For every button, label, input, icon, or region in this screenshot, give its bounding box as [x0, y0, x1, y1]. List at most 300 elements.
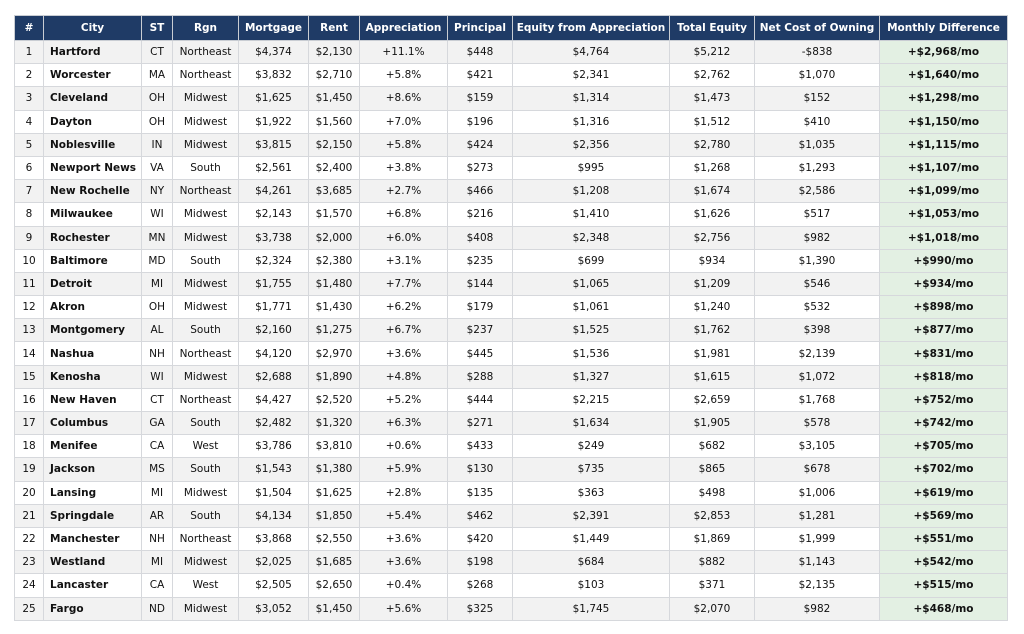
cell-state: MS: [142, 458, 173, 481]
cell-rent: $1,570: [309, 203, 360, 226]
cell-total-equity: $2,659: [670, 388, 755, 411]
cell-equity-from-appreciation: $1,316: [513, 110, 670, 133]
cell-total-equity: $1,626: [670, 203, 755, 226]
header-row: [15, 16, 1008, 41]
cell-mortgage: $4,134: [239, 504, 309, 527]
cell-equity-from-appreciation: $684: [513, 551, 670, 574]
cell-principal: $135: [448, 481, 513, 504]
cell-rent: $1,560: [309, 110, 360, 133]
cell-state: AL: [142, 319, 173, 342]
cell-state: NH: [142, 527, 173, 550]
cell-city: Jackson: [44, 458, 142, 481]
table-row: [15, 180, 1008, 203]
cell-mortgage: $3,868: [239, 527, 309, 550]
cell-net-cost-of-owning: $517: [755, 203, 880, 226]
cell-state: AR: [142, 504, 173, 527]
cell-rent: $1,685: [309, 551, 360, 574]
cell-state: CT: [142, 41, 173, 64]
cell-state: OH: [142, 110, 173, 133]
table-row: [15, 64, 1008, 87]
cell-monthly-difference: +$1,640/mo: [880, 64, 1008, 87]
cell-monthly-difference: +$468/mo: [880, 597, 1008, 620]
cell-appreciation: +7.7%: [360, 272, 448, 295]
cell-monthly-difference: +$619/mo: [880, 481, 1008, 504]
cell-net-cost-of-owning: $1,768: [755, 388, 880, 411]
cell-mortgage: $2,160: [239, 319, 309, 342]
cell-appreciation: +5.9%: [360, 458, 448, 481]
cell-monthly-difference: +$877/mo: [880, 319, 1008, 342]
table-row: [15, 319, 1008, 342]
cell-state: WI: [142, 365, 173, 388]
cell-net-cost-of-owning: $1,072: [755, 365, 880, 388]
cell-mortgage: $2,505: [239, 574, 309, 597]
cell-mortgage: $3,738: [239, 226, 309, 249]
cell-city: Springdale: [44, 504, 142, 527]
table-container: [14, 15, 1007, 621]
cell-equity-from-appreciation: $2,356: [513, 133, 670, 156]
cell-appreciation: +5.8%: [360, 133, 448, 156]
cell-net-cost-of-owning: $2,586: [755, 180, 880, 203]
cell-principal: $444: [448, 388, 513, 411]
cell-appreciation: +3.1%: [360, 249, 448, 272]
cell-region: Midwest: [173, 203, 239, 226]
column-header-equity-from-appreciation: Equity from Appreciation: [513, 16, 670, 41]
cell-total-equity: $2,853: [670, 504, 755, 527]
cell-total-equity: $1,674: [670, 180, 755, 203]
column-header-city: City: [44, 16, 142, 41]
table-row: [15, 296, 1008, 319]
cell-region: South: [173, 156, 239, 179]
cell-equity-from-appreciation: $1,634: [513, 412, 670, 435]
cell-city: New Rochelle: [44, 180, 142, 203]
table-row: [15, 435, 1008, 458]
cell-principal: $130: [448, 458, 513, 481]
cell-net-cost-of-owning: $1,390: [755, 249, 880, 272]
cell-region: South: [173, 249, 239, 272]
cell-city: Baltimore: [44, 249, 142, 272]
cell-city: Menifee: [44, 435, 142, 458]
cell-city: Manchester: [44, 527, 142, 550]
cell-monthly-difference: +$1,150/mo: [880, 110, 1008, 133]
cell-city: Akron: [44, 296, 142, 319]
table-row: [15, 41, 1008, 64]
cell-appreciation: +3.6%: [360, 551, 448, 574]
cell-principal: $198: [448, 551, 513, 574]
cell-monthly-difference: +$1,099/mo: [880, 180, 1008, 203]
cell-monthly-difference: +$1,298/mo: [880, 87, 1008, 110]
cell-state: MA: [142, 64, 173, 87]
cell-equity-from-appreciation: $735: [513, 458, 670, 481]
cell-rent: $1,890: [309, 365, 360, 388]
cell-appreciation: +8.6%: [360, 87, 448, 110]
cell-net-cost-of-owning: $398: [755, 319, 880, 342]
column-header-row-number: #: [15, 16, 44, 41]
cell-state: MI: [142, 551, 173, 574]
cell-region: Northeast: [173, 527, 239, 550]
cell-rent: $2,650: [309, 574, 360, 597]
cell-principal: $325: [448, 597, 513, 620]
table-row: [15, 551, 1008, 574]
column-header-mortgage: Mortgage: [239, 16, 309, 41]
cell-monthly-difference: +$542/mo: [880, 551, 1008, 574]
cell-total-equity: $371: [670, 574, 755, 597]
cell-principal: $216: [448, 203, 513, 226]
cell-principal: $433: [448, 435, 513, 458]
cell-appreciation: +5.8%: [360, 64, 448, 87]
cell-appreciation: +5.2%: [360, 388, 448, 411]
cell-net-cost-of-owning: $578: [755, 412, 880, 435]
cell-row-number: 6: [15, 156, 44, 179]
cell-total-equity: $1,981: [670, 342, 755, 365]
cell-rent: $1,450: [309, 87, 360, 110]
cell-mortgage: $3,832: [239, 64, 309, 87]
cell-appreciation: +5.6%: [360, 597, 448, 620]
column-header-region: Rgn: [173, 16, 239, 41]
column-header-principal: Principal: [448, 16, 513, 41]
cell-row-number: 3: [15, 87, 44, 110]
cell-monthly-difference: +$1,115/mo: [880, 133, 1008, 156]
cell-appreciation: +0.4%: [360, 574, 448, 597]
cell-principal: $462: [448, 504, 513, 527]
cell-city: Newport News: [44, 156, 142, 179]
cell-state: IN: [142, 133, 173, 156]
cell-state: CA: [142, 435, 173, 458]
table-row: [15, 365, 1008, 388]
cell-row-number: 9: [15, 226, 44, 249]
cell-region: Northeast: [173, 342, 239, 365]
cell-row-number: 5: [15, 133, 44, 156]
cell-mortgage: $2,482: [239, 412, 309, 435]
cell-principal: $448: [448, 41, 513, 64]
cell-mortgage: $4,427: [239, 388, 309, 411]
cell-equity-from-appreciation: $1,061: [513, 296, 670, 319]
cell-monthly-difference: +$515/mo: [880, 574, 1008, 597]
cell-city: Columbus: [44, 412, 142, 435]
cell-net-cost-of-owning: $982: [755, 226, 880, 249]
cell-appreciation: +6.7%: [360, 319, 448, 342]
cell-net-cost-of-owning: $1,070: [755, 64, 880, 87]
cell-city: Milwaukee: [44, 203, 142, 226]
cell-equity-from-appreciation: $249: [513, 435, 670, 458]
column-header-monthly-difference: Monthly Difference: [880, 16, 1008, 41]
table-row: [15, 342, 1008, 365]
table-row: [15, 226, 1008, 249]
cell-monthly-difference: +$1,107/mo: [880, 156, 1008, 179]
cell-principal: $144: [448, 272, 513, 295]
cell-total-equity: $1,240: [670, 296, 755, 319]
cell-net-cost-of-owning: $152: [755, 87, 880, 110]
cell-equity-from-appreciation: $363: [513, 481, 670, 504]
cell-total-equity: $1,209: [670, 272, 755, 295]
cell-state: MI: [142, 272, 173, 295]
cell-row-number: 11: [15, 272, 44, 295]
cell-equity-from-appreciation: $2,215: [513, 388, 670, 411]
cell-region: Northeast: [173, 180, 239, 203]
table-row: [15, 597, 1008, 620]
cell-row-number: 1: [15, 41, 44, 64]
cell-mortgage: $2,688: [239, 365, 309, 388]
cell-rent: $1,275: [309, 319, 360, 342]
cell-total-equity: $865: [670, 458, 755, 481]
cell-city: Westland: [44, 551, 142, 574]
cell-principal: $271: [448, 412, 513, 435]
cell-net-cost-of-owning: $3,105: [755, 435, 880, 458]
cell-principal: $237: [448, 319, 513, 342]
cell-total-equity: $1,268: [670, 156, 755, 179]
cell-equity-from-appreciation: $2,341: [513, 64, 670, 87]
city-comparison-table: [14, 15, 1008, 621]
table-row: [15, 504, 1008, 527]
cell-principal: $159: [448, 87, 513, 110]
cell-total-equity: $498: [670, 481, 755, 504]
cell-mortgage: $4,120: [239, 342, 309, 365]
cell-total-equity: $2,762: [670, 64, 755, 87]
cell-appreciation: +5.4%: [360, 504, 448, 527]
table-row: [15, 272, 1008, 295]
cell-region: Midwest: [173, 365, 239, 388]
cell-appreciation: +2.7%: [360, 180, 448, 203]
cell-state: CT: [142, 388, 173, 411]
cell-city: Noblesville: [44, 133, 142, 156]
cell-appreciation: +6.3%: [360, 412, 448, 435]
cell-city: Lansing: [44, 481, 142, 504]
cell-net-cost-of-owning: $410: [755, 110, 880, 133]
cell-equity-from-appreciation: $1,449: [513, 527, 670, 550]
cell-region: West: [173, 435, 239, 458]
cell-city: Dayton: [44, 110, 142, 133]
cell-mortgage: $4,374: [239, 41, 309, 64]
cell-equity-from-appreciation: $2,348: [513, 226, 670, 249]
cell-rent: $2,550: [309, 527, 360, 550]
cell-city: Kenosha: [44, 365, 142, 388]
cell-monthly-difference: +$742/mo: [880, 412, 1008, 435]
cell-principal: $420: [448, 527, 513, 550]
cell-region: South: [173, 412, 239, 435]
cell-monthly-difference: +$551/mo: [880, 527, 1008, 550]
cell-mortgage: $2,324: [239, 249, 309, 272]
cell-net-cost-of-owning: $678: [755, 458, 880, 481]
cell-monthly-difference: +$934/mo: [880, 272, 1008, 295]
cell-row-number: 25: [15, 597, 44, 620]
cell-row-number: 16: [15, 388, 44, 411]
cell-state: OH: [142, 296, 173, 319]
cell-state: MN: [142, 226, 173, 249]
column-header-appreciation: Appreciation: [360, 16, 448, 41]
cell-total-equity: $1,512: [670, 110, 755, 133]
cell-row-number: 24: [15, 574, 44, 597]
table-row: [15, 203, 1008, 226]
column-header-state: ST: [142, 16, 173, 41]
table-body: [15, 41, 1008, 621]
cell-city: Fargo: [44, 597, 142, 620]
cell-principal: $408: [448, 226, 513, 249]
cell-principal: $196: [448, 110, 513, 133]
table-row: [15, 133, 1008, 156]
cell-monthly-difference: +$1,018/mo: [880, 226, 1008, 249]
cell-appreciation: +7.0%: [360, 110, 448, 133]
cell-net-cost-of-owning: $2,139: [755, 342, 880, 365]
table-row: [15, 481, 1008, 504]
cell-monthly-difference: +$990/mo: [880, 249, 1008, 272]
cell-mortgage: $1,755: [239, 272, 309, 295]
cell-region: South: [173, 458, 239, 481]
cell-equity-from-appreciation: $995: [513, 156, 670, 179]
cell-total-equity: $2,070: [670, 597, 755, 620]
cell-region: Northeast: [173, 388, 239, 411]
cell-net-cost-of-owning: $1,143: [755, 551, 880, 574]
cell-equity-from-appreciation: $2,391: [513, 504, 670, 527]
cell-appreciation: +3.8%: [360, 156, 448, 179]
table-row: [15, 156, 1008, 179]
cell-net-cost-of-owning: $2,135: [755, 574, 880, 597]
cell-row-number: 15: [15, 365, 44, 388]
cell-net-cost-of-owning: $546: [755, 272, 880, 295]
cell-appreciation: +6.2%: [360, 296, 448, 319]
cell-state: VA: [142, 156, 173, 179]
cell-row-number: 22: [15, 527, 44, 550]
cell-rent: $2,970: [309, 342, 360, 365]
cell-total-equity: $1,905: [670, 412, 755, 435]
cell-principal: $445: [448, 342, 513, 365]
cell-region: Midwest: [173, 481, 239, 504]
cell-principal: $268: [448, 574, 513, 597]
table-row: [15, 87, 1008, 110]
table-row: [15, 527, 1008, 550]
cell-net-cost-of-owning: $1,293: [755, 156, 880, 179]
cell-state: OH: [142, 87, 173, 110]
table-row: [15, 412, 1008, 435]
cell-total-equity: $1,473: [670, 87, 755, 110]
cell-mortgage: $1,625: [239, 87, 309, 110]
cell-monthly-difference: +$1,053/mo: [880, 203, 1008, 226]
cell-region: Midwest: [173, 133, 239, 156]
cell-net-cost-of-owning: $1,035: [755, 133, 880, 156]
cell-state: GA: [142, 412, 173, 435]
cell-equity-from-appreciation: $1,410: [513, 203, 670, 226]
cell-row-number: 18: [15, 435, 44, 458]
cell-city: New Haven: [44, 388, 142, 411]
cell-city: Detroit: [44, 272, 142, 295]
cell-state: NH: [142, 342, 173, 365]
table-row: [15, 458, 1008, 481]
cell-city: Nashua: [44, 342, 142, 365]
cell-appreciation: +6.0%: [360, 226, 448, 249]
cell-equity-from-appreciation: $1,327: [513, 365, 670, 388]
cell-monthly-difference: +$702/mo: [880, 458, 1008, 481]
cell-city: Rochester: [44, 226, 142, 249]
cell-equity-from-appreciation: $1,525: [513, 319, 670, 342]
cell-appreciation: +4.8%: [360, 365, 448, 388]
cell-appreciation: +3.6%: [360, 342, 448, 365]
cell-region: South: [173, 319, 239, 342]
cell-city: Hartford: [44, 41, 142, 64]
cell-equity-from-appreciation: $1,745: [513, 597, 670, 620]
table-row: [15, 110, 1008, 133]
cell-region: West: [173, 574, 239, 597]
cell-state: MI: [142, 481, 173, 504]
cell-equity-from-appreciation: $1,314: [513, 87, 670, 110]
cell-principal: $421: [448, 64, 513, 87]
cell-row-number: 8: [15, 203, 44, 226]
column-header-total-equity: Total Equity: [670, 16, 755, 41]
cell-appreciation: +2.8%: [360, 481, 448, 504]
cell-city: Montgomery: [44, 319, 142, 342]
cell-equity-from-appreciation: $699: [513, 249, 670, 272]
cell-rent: $2,520: [309, 388, 360, 411]
column-header-rent: Rent: [309, 16, 360, 41]
cell-total-equity: $2,756: [670, 226, 755, 249]
cell-region: Northeast: [173, 41, 239, 64]
cell-rent: $2,400: [309, 156, 360, 179]
table-row: [15, 388, 1008, 411]
cell-principal: $235: [448, 249, 513, 272]
table-row: [15, 574, 1008, 597]
cell-total-equity: $1,762: [670, 319, 755, 342]
cell-mortgage: $4,261: [239, 180, 309, 203]
cell-monthly-difference: +$831/mo: [880, 342, 1008, 365]
cell-net-cost-of-owning: $1,281: [755, 504, 880, 527]
cell-state: MD: [142, 249, 173, 272]
cell-row-number: 12: [15, 296, 44, 319]
cell-row-number: 13: [15, 319, 44, 342]
cell-mortgage: $3,815: [239, 133, 309, 156]
cell-rent: $1,625: [309, 481, 360, 504]
cell-equity-from-appreciation: $1,536: [513, 342, 670, 365]
cell-mortgage: $1,543: [239, 458, 309, 481]
cell-principal: $424: [448, 133, 513, 156]
cell-monthly-difference: +$818/mo: [880, 365, 1008, 388]
cell-region: Midwest: [173, 110, 239, 133]
cell-appreciation: +3.6%: [360, 527, 448, 550]
cell-region: Midwest: [173, 87, 239, 110]
cell-monthly-difference: +$705/mo: [880, 435, 1008, 458]
cell-rent: $1,450: [309, 597, 360, 620]
cell-row-number: 19: [15, 458, 44, 481]
cell-region: Northeast: [173, 64, 239, 87]
column-header-net-cost-of-owning: Net Cost of Owning: [755, 16, 880, 41]
cell-total-equity: $2,780: [670, 133, 755, 156]
cell-region: South: [173, 504, 239, 527]
cell-principal: $273: [448, 156, 513, 179]
table-row: [15, 249, 1008, 272]
cell-net-cost-of-owning: $1,006: [755, 481, 880, 504]
cell-total-equity: $882: [670, 551, 755, 574]
cell-total-equity: $934: [670, 249, 755, 272]
cell-rent: $2,380: [309, 249, 360, 272]
cell-appreciation: +6.8%: [360, 203, 448, 226]
cell-rent: $2,150: [309, 133, 360, 156]
cell-state: CA: [142, 574, 173, 597]
cell-state: NY: [142, 180, 173, 203]
cell-row-number: 4: [15, 110, 44, 133]
cell-equity-from-appreciation: $1,208: [513, 180, 670, 203]
cell-region: Midwest: [173, 226, 239, 249]
cell-monthly-difference: +$752/mo: [880, 388, 1008, 411]
cell-rent: $3,685: [309, 180, 360, 203]
cell-mortgage: $1,504: [239, 481, 309, 504]
cell-city: Worcester: [44, 64, 142, 87]
cell-net-cost-of-owning: $982: [755, 597, 880, 620]
cell-net-cost-of-owning: $532: [755, 296, 880, 319]
cell-monthly-difference: +$898/mo: [880, 296, 1008, 319]
cell-row-number: 21: [15, 504, 44, 527]
cell-mortgage: $3,786: [239, 435, 309, 458]
cell-region: Midwest: [173, 296, 239, 319]
cell-rent: $1,850: [309, 504, 360, 527]
cell-region: Midwest: [173, 551, 239, 574]
cell-equity-from-appreciation: $1,065: [513, 272, 670, 295]
cell-principal: $288: [448, 365, 513, 388]
